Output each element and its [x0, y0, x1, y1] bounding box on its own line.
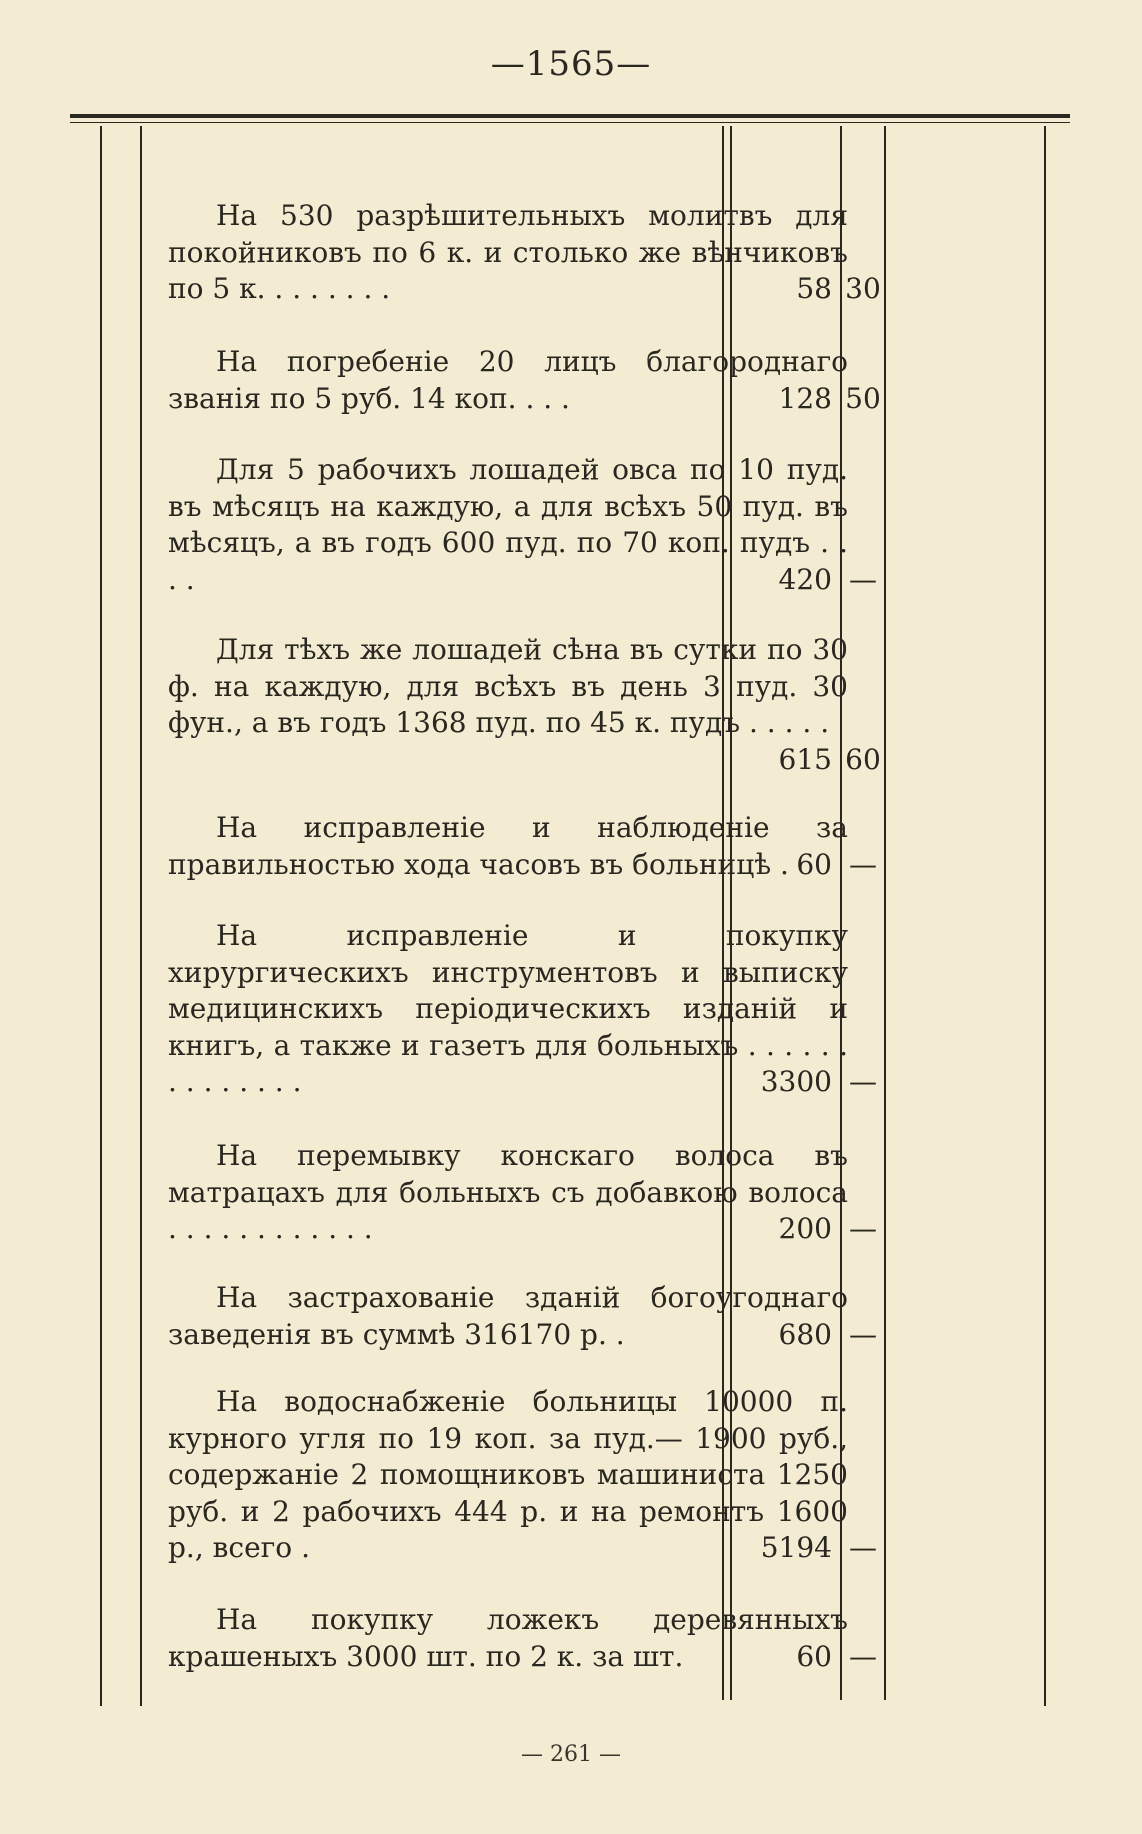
entry-description: На водоснабженіе больницы 10000 п. курного угля по 19 коп. за пуд.— 1900 руб., содержаніе 2 помощниковъ машиниста 1250 руб. и 2 рабочихъ 444 р. и на ремонтъ 1600 р., всего .: [168, 1385, 848, 1564]
entry-kopecks: —: [849, 1317, 877, 1351]
header-rule-thick: [70, 114, 1070, 118]
margin-rule-right: [1044, 126, 1046, 1706]
entry-rubles: 615: [778, 742, 832, 776]
text-column-left-rule: [140, 126, 142, 1706]
entry-rubles: 5194: [760, 1531, 832, 1564]
entry-description: На покупку ложекъ деревянныхъ крашеныхъ 3000 шт. по 2 к. за шт.: [168, 1603, 848, 1673]
entry-kopecks: —: [849, 1212, 877, 1245]
entry-rubles: 3300: [760, 1065, 832, 1098]
margin-rule-left: [100, 126, 102, 1706]
entry-kopecks: —: [849, 562, 877, 596]
entry-description: Для тѣхъ же лошадей сѣна въ сутки по 30 ф. на каждую, для всѣхъ въ день 3 пуд. 30 фун., а въ годъ 1368 пуд. по 45 к. пудъ . . . . .: [168, 633, 848, 739]
entry-description: На перемывку конскаго волоса въ матрацахъ для больныхъ съ добавкою волоса . . . . . . . . . . . .: [168, 1139, 848, 1245]
entry-description: На застрахованіе зданій богоугоднаго заведенія въ суммѣ 316170 р. .: [168, 1281, 848, 1351]
entry-kopecks: —: [849, 847, 877, 881]
entry-rubles: 60: [796, 847, 832, 881]
entry-description: Для 5 рабочихъ лошадей овса по 10 пуд. въ мѣсяцъ на каждую, а для всѣхъ 50 пуд. въ мѣсяцъ, а въ годъ 600 пуд. по 70 коп. пудъ . . . .: [168, 453, 848, 596]
sheet-number: — 261 —: [521, 1742, 621, 1767]
entry-description: На исправленіе и покупку хирургическихъ инструментовъ и выписку медицинскихъ періодическихъ изданій и книгъ, а также и газетъ для больныхъ . . . . . . . . . . . . . .: [168, 919, 848, 1098]
kopecks-column-right-rule: [884, 126, 886, 1700]
entry-kopecks: 50: [845, 381, 881, 415]
entry-kopecks: —: [849, 1639, 877, 1673]
entry-rubles: 680: [778, 1317, 832, 1351]
entry-rubles: 420: [778, 562, 832, 596]
entry-description: На исправленіе и наблюденіе за правильностью хода часовъ въ больницѣ .: [168, 811, 848, 881]
entry-kopecks: —: [849, 1065, 877, 1098]
entry-rubles: 58: [796, 272, 832, 305]
entry-rubles: 200: [778, 1212, 832, 1245]
entry-kopecks: 30: [845, 272, 881, 305]
entry-rubles: 128: [778, 381, 832, 415]
header-rule-thin: [70, 122, 1070, 123]
entry-description: На погребеніе 20 лицъ благороднаго званія по 5 руб. 14 коп. . . .: [168, 345, 848, 415]
entry-description: На 530 разрѣшительныхъ молитвъ для покойниковъ по 6 к. и столько же вѣнчиковъ по 5 к. . . . . . . .: [168, 199, 848, 305]
page-number: —1565—: [490, 44, 652, 84]
entry-kopecks: —: [849, 1531, 877, 1564]
entry-kopecks: 60: [845, 742, 881, 776]
entry-rubles: 60: [796, 1639, 832, 1673]
